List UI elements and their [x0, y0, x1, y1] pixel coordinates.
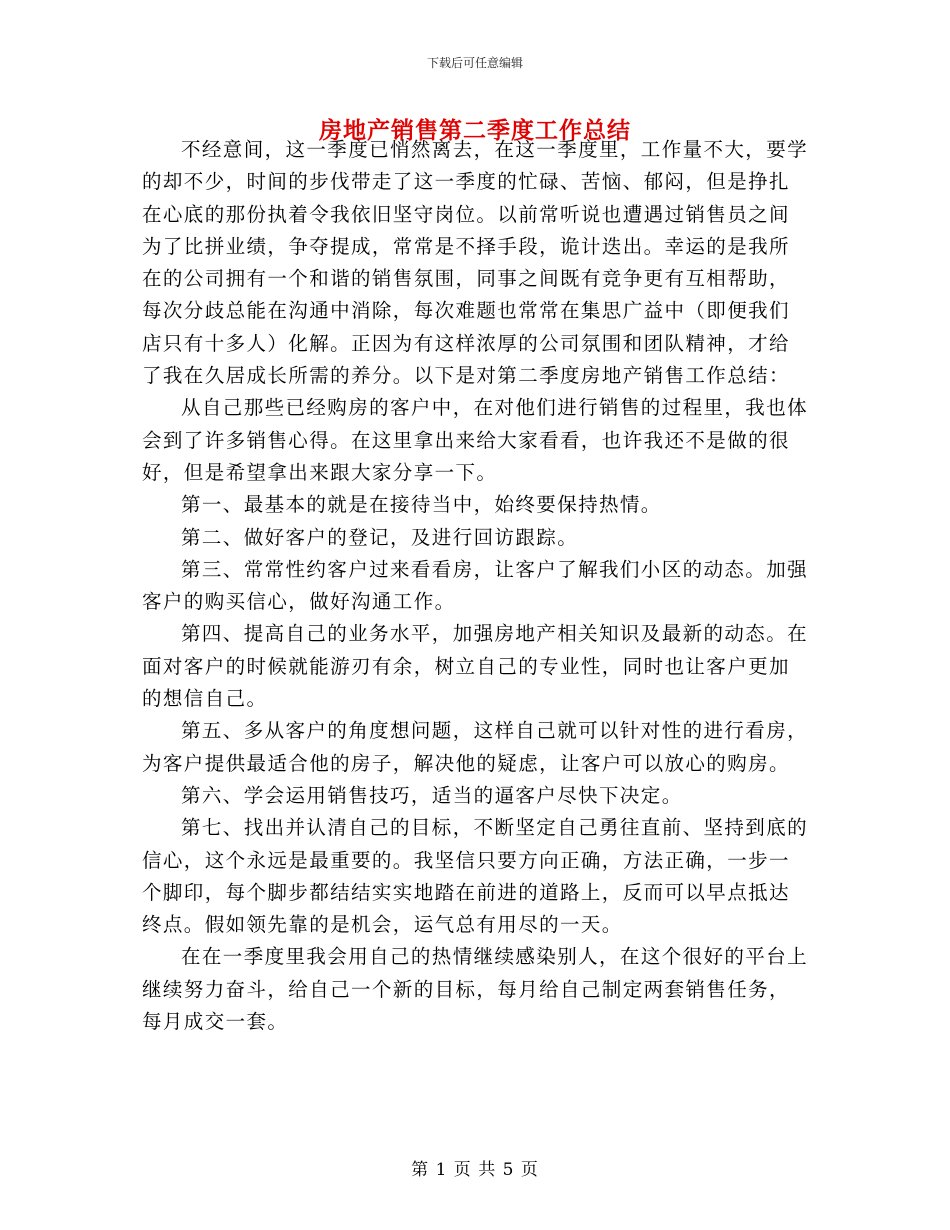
paragraph-experience: 从自己那些已经购房的客户中，在对他们进行销售的过程里，我也体会到了许多销售心得。在这里拿出来给大家看看，也许我还不是做的很好，但是希望拿出来跟大家分享一下。: [142, 396, 809, 484]
page-number-footer: 第 1 页 共 5 页: [411, 1160, 539, 1180]
paragraph-point-2: 第二、做好客户的登记，及进行回访跟踪。: [181, 525, 579, 549]
document-body: [142, 134, 810, 1038]
paragraph-point-1: 第一、最基本的就是在接待当中，始终要保持热情。: [181, 493, 662, 517]
paragraph-point-6: 第六、学会运用销售技巧，适当的逼客户尽快下决定。: [181, 783, 683, 807]
paragraph-point-4: 第四、提高自己的业务水平，加强房地产相关知识及最新的动态。在面对客户的时候就能游刃有余，树立自己的专业性，同时也让客户更加的想信自己。: [142, 622, 809, 711]
paragraph-point-5: 第五、多从客户的角度想问题，这样自己就可以针对性的进行看房，为客户提供最适合他的房子，解决他的疑虑，让客户可以放心的购房。: [142, 719, 809, 775]
document-title: 房地产销售第二季度工作总结: [319, 117, 631, 144]
page-header-note: 下载后可任意编辑: [426, 56, 523, 70]
paragraph-conclusion: 在在一季度里我会用自己的热情继续感染别人，在这个很好的平台上继续努力奋斗，给自己一个新的目标，每月给自己制定两套销售任务，每月成交一套。: [142, 945, 809, 1034]
paragraph-point-7: 第七、找出并认清自己的目标，不断坚定自己勇往直前、坚持到底的信心，这个永远是最重要的。我坚信只要方向正确，方法正确，一步一个脚印，每个脚步都结结实实地踏在前进的道路上，反而可以早点抵达终点。假如领先靠的是机会，运气总有用尽的一天。: [142, 816, 809, 937]
paragraph-intro: 不经意间，这一季度已悄然离去，在这一季度里，工作量不大，要学的却不少，时间的步伐带走了这一季度的忙碌、苦恼、郁闷，但是挣扎在心底的那份执着令我依旧坚守岗位。以前常听说也遭遇过销售员之间为了比拼业绩，争夺提成，常常是不择手段，诡计迭出。幸运的是我所在的公司拥有一个和谐的销售氛围，同事之间既有竞争更有互相帮助，每次分歧总能在沟通中消除，每次难题也常常在集思广益中（即便我们店只有十多人）化解。正因为有这样浓厚的公司氛围和团队精神，才给了我在久居成长所需的养分。以下是对第二季度房地产销售工作总结：: [142, 138, 809, 388]
paragraph-point-3: 第三、常常性约客户过来看看房，让客户了解我们小区的动态。加强客户的购买信心，做好沟通工作。: [142, 557, 809, 614]
